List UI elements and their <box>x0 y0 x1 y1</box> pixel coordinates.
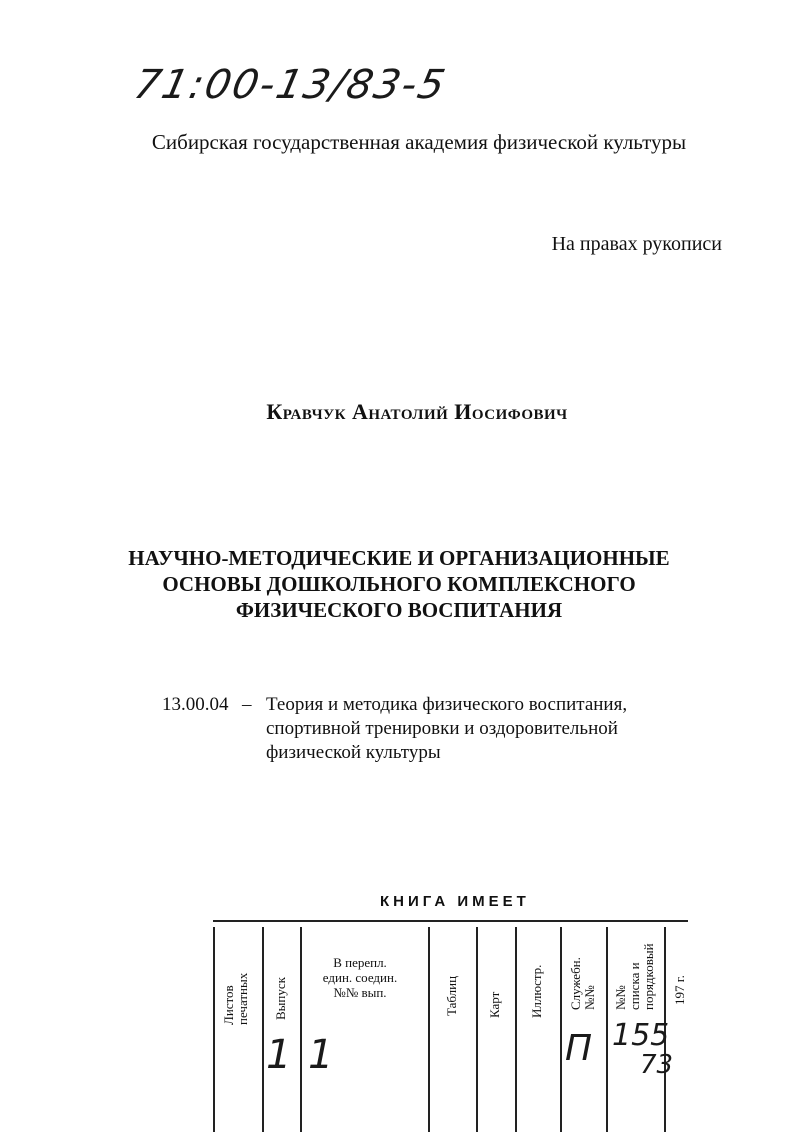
specialty-description-line-2: спортивной тренировки и оздоровительной <box>266 718 618 739</box>
column-tables: Таблиц <box>444 975 459 1016</box>
thesis-title-line-3: ФИЗИЧЕСКОГО ВОСПИТАНИЯ <box>235 598 563 622</box>
stamp-divider <box>213 927 215 1132</box>
handwritten-binding: 1 <box>308 1032 334 1078</box>
stamp-heading: КНИГА ИМЕЕТ <box>380 893 530 910</box>
institution-name: Сибирская государственная академия физической культуры <box>151 130 687 154</box>
column-list-number: №№ списка и порядковый <box>613 943 656 1010</box>
catalog-number: 71:00-13/83-5 <box>130 62 451 108</box>
column-issue: Выпуск <box>273 977 288 1020</box>
specialty-description <box>266 693 627 765</box>
thesis-title <box>0 545 798 623</box>
stamp-top-rule <box>213 920 688 922</box>
column-binding: В перепл. един. соедин. №№ вып. <box>322 955 398 1000</box>
specialty-dash: – <box>242 694 252 715</box>
column-sheets: Листов печатных <box>221 972 250 1025</box>
handwritten-list-sub: 73 <box>640 1050 674 1080</box>
thesis-title-line-1: НАУЧНО-МЕТОДИЧЕСКИЕ И ОРГАНИЗАЦИОННЫЕ <box>128 546 670 570</box>
thesis-title-line-2: ОСНОВЫ ДОШКОЛЬНОГО КОМПЛЕКСНОГО <box>162 572 636 596</box>
author-name: Кравчук Анатолий Иосифович <box>266 399 568 424</box>
column-illustrations: Иллюстр. <box>529 964 544 1018</box>
specialty-description-line-3: физической культуры <box>266 742 441 763</box>
stamp-divider <box>606 927 608 1132</box>
stamp-divider <box>262 927 264 1132</box>
rights-notice: На правах рукописи <box>551 233 722 255</box>
stamp-divider <box>560 927 562 1132</box>
column-service: Служебн. №№ <box>568 957 597 1010</box>
stamp-divider <box>476 927 478 1132</box>
column-year: 197 г. <box>672 975 687 1005</box>
handwritten-list-number: 155 <box>612 1018 670 1053</box>
column-maps: Карт <box>487 991 502 1018</box>
specialty-description-line-1: Теория и методика физического воспитания, <box>266 694 628 715</box>
handwritten-service: П <box>565 1028 593 1069</box>
stamp-divider <box>428 927 430 1132</box>
specialty-code: 13.00.04 <box>162 694 229 715</box>
stamp-divider <box>515 927 517 1132</box>
handwritten-issue: 1 <box>266 1032 292 1078</box>
